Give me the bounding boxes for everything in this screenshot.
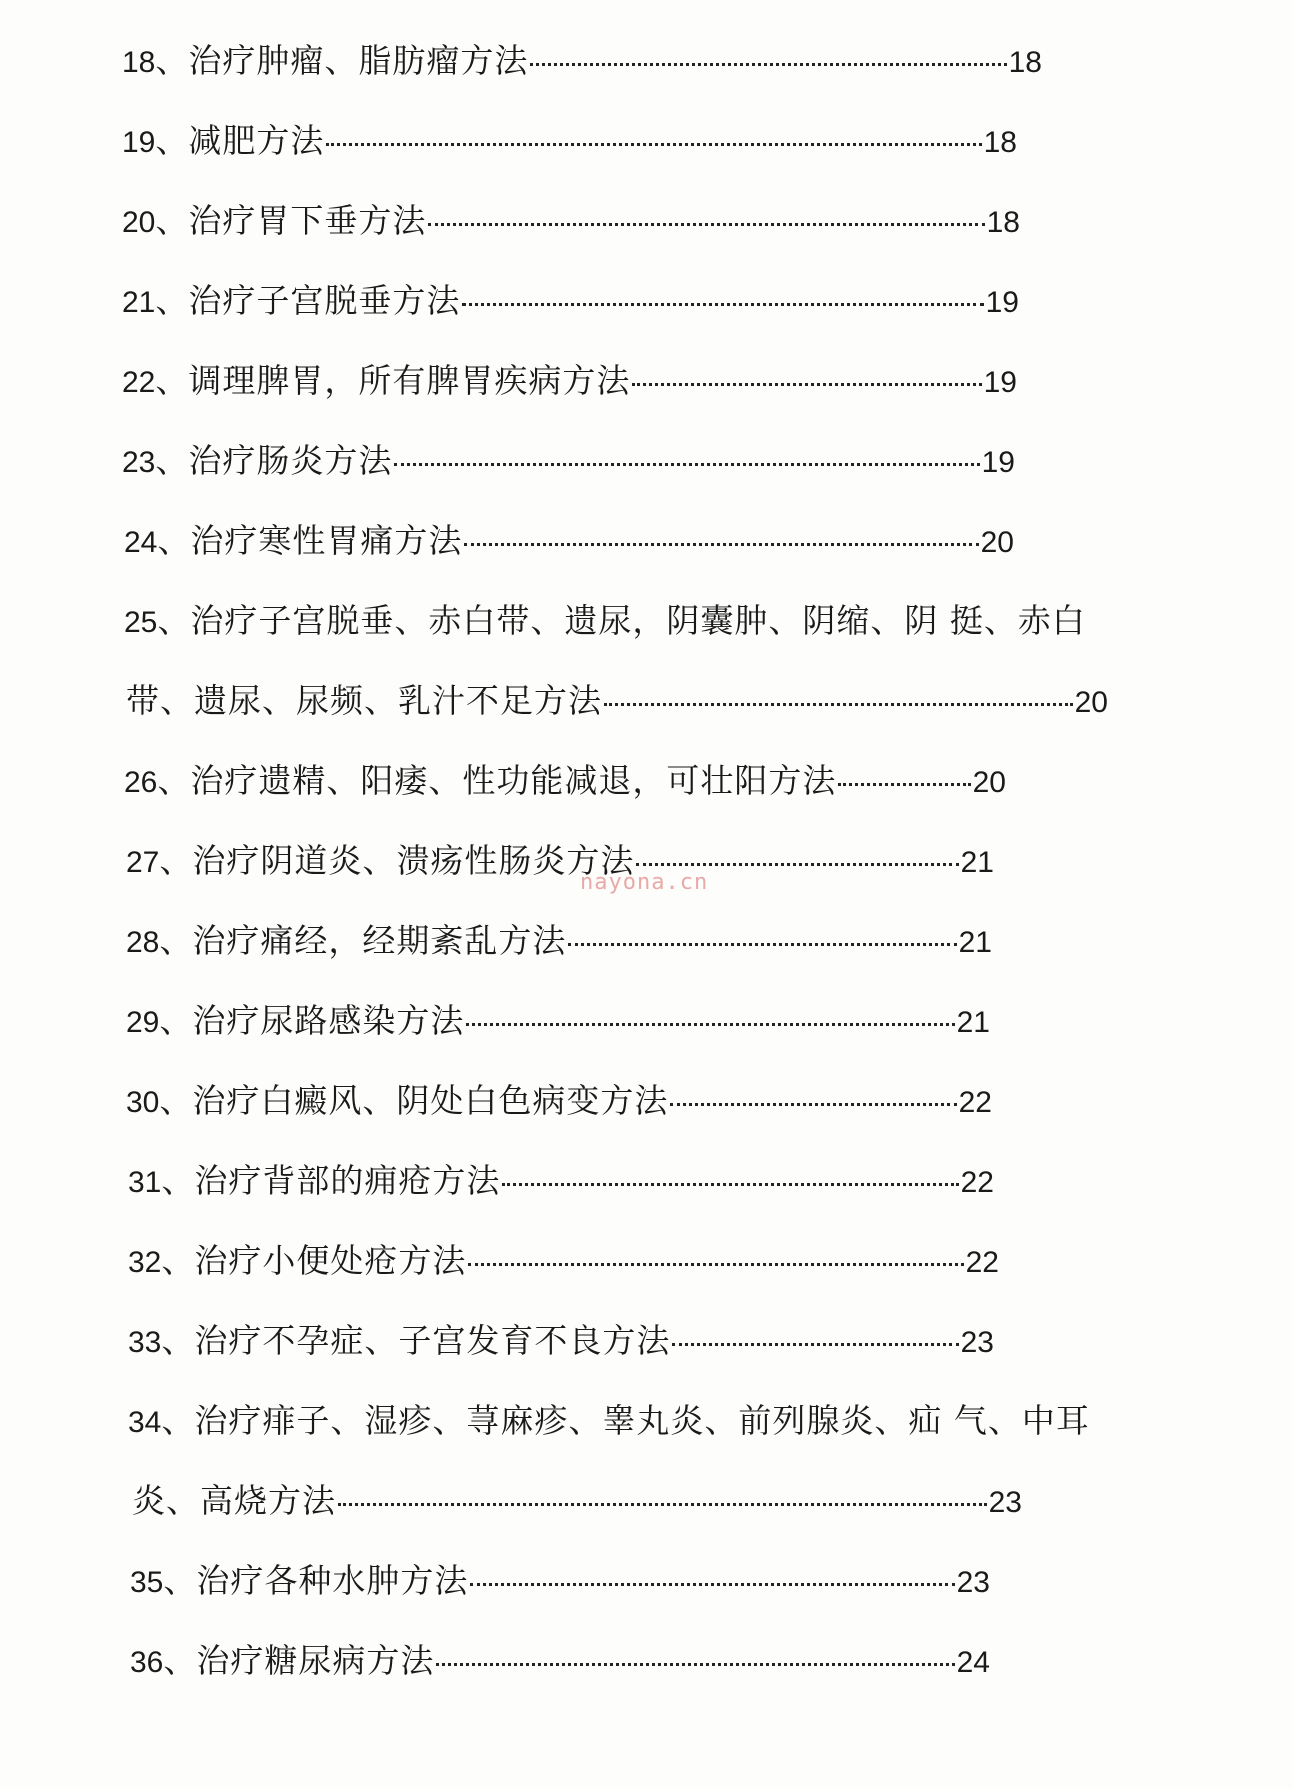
entry-title: 治疗尿路感染方法 — [192, 1001, 465, 1040]
dot-leader — [464, 543, 978, 546]
entry-page: 22 — [958, 1086, 992, 1119]
entry-title: 减肥方法 — [188, 121, 325, 160]
toc-entry: 34 、 治疗痱子、湿疹、荨麻疹、睾丸炎、前列腺炎、疝 气、中耳 — [128, 1396, 1168, 1446]
entry-title: 治疗糖尿病方法 — [196, 1641, 435, 1680]
entry-page: 21 — [960, 846, 994, 879]
entry-number: 24 — [124, 526, 158, 559]
entry-page: 18 — [1008, 46, 1042, 79]
dot-leader — [394, 463, 979, 466]
entry-title: 治疗白癜风、阴处白色病变方法 — [192, 1081, 669, 1120]
entry-title: 治疗胃下垂方法 — [188, 201, 427, 240]
dot-leader — [468, 1263, 963, 1266]
toc-entry: 27 、 治疗阴道炎、溃疡性肠炎方法 21 — [126, 836, 994, 886]
entry-number: 18 — [122, 46, 156, 79]
toc-entry: 26 、 治疗遗精、阳痿、性功能减退，可壮阳方法 20 — [124, 756, 1006, 806]
entry-page: 23 — [960, 1326, 994, 1359]
toc-entry: 19 、 减肥方法 18 — [122, 116, 1017, 166]
entry-number: 35 — [130, 1566, 164, 1599]
dot-leader — [338, 1503, 987, 1506]
toc-entry: 35 、 治疗各种水肿方法 23 — [130, 1556, 990, 1606]
dot-leader — [632, 383, 981, 386]
entry-page: 18 — [983, 126, 1017, 159]
entry-page: 19 — [981, 446, 1015, 479]
entry-page: 21 — [958, 926, 992, 959]
toc-entry: 18 、 治疗肿瘤、脂肪瘤方法 18 — [122, 36, 1042, 86]
entry-title: 治疗遗精、阳痿、性功能减退，可壮阳方法 — [190, 761, 837, 800]
entry-title: 治疗痱子、湿疹、荨麻疹、睾丸炎、前列腺炎、疝 气、中耳 — [194, 1401, 1090, 1440]
dot-leader — [326, 143, 981, 146]
toc-entry: 24 、 治疗寒性胃痛方法 20 — [124, 516, 1014, 566]
toc-entry: 20 、 治疗胃下垂方法 18 — [122, 196, 1020, 246]
dot-leader — [568, 943, 956, 946]
entry-number: 23 — [122, 446, 156, 479]
toc-entry: 36 、 治疗糖尿病方法 24 — [130, 1636, 990, 1686]
entry-number: 32 — [128, 1246, 162, 1279]
entry-number: 25 — [124, 606, 158, 639]
dot-leader — [672, 1343, 958, 1346]
entry-number: 22 — [122, 366, 156, 399]
dot-leader — [436, 1663, 954, 1666]
dot-leader — [502, 1183, 958, 1186]
toc-entry-continuation — [132, 1476, 1022, 1526]
toc-entry-continuation — [126, 676, 1108, 726]
toc-entry: 33 、 治疗不孕症、子宫发育不良方法 23 — [128, 1316, 994, 1366]
entry-page: 23 — [956, 1566, 990, 1599]
entry-title-continued: 炎、高烧方法 — [132, 1481, 336, 1520]
entry-number: 21 — [122, 286, 156, 319]
toc-entry: 23 、 治疗肠炎方法 19 — [122, 436, 1015, 486]
entry-title: 治疗小便处疮方法 — [194, 1241, 467, 1280]
dot-leader — [636, 863, 958, 866]
dot-leader — [604, 703, 1073, 706]
entry-number: 36 — [130, 1646, 164, 1679]
entry-number: 33 — [128, 1326, 162, 1359]
entry-number: 34 — [128, 1406, 162, 1439]
toc-entry: 21 、 治疗子宫脱垂方法 19 — [122, 276, 1019, 326]
entry-title: 治疗子宫脱垂方法 — [188, 281, 461, 320]
toc-entry: 29 、 治疗尿路感染方法 21 — [126, 996, 990, 1046]
entry-page: 21 — [956, 1006, 990, 1039]
dot-leader — [428, 223, 984, 226]
entry-page: 23 — [988, 1486, 1022, 1519]
dot-leader — [838, 783, 970, 786]
entry-page: 18 — [986, 206, 1020, 239]
entry-title: 调理脾胃，所有脾胃疾病方法 — [188, 361, 631, 400]
entry-number: 20 — [122, 206, 156, 239]
toc-entry: 28 、 治疗痛经，经期紊乱方法 21 — [126, 916, 992, 966]
entry-title-continued: 带、遗尿、尿频、乳汁不足方法 — [126, 681, 602, 720]
entry-title: 治疗阴道炎、溃疡性肠炎方法 — [192, 841, 635, 880]
toc-entry: 30 、 治疗白癜风、阴处白色病变方法 22 — [126, 1076, 992, 1126]
dot-leader — [670, 1103, 956, 1106]
entry-page: 20 — [980, 526, 1014, 559]
toc-entry: 32 、 治疗小便处疮方法 22 — [128, 1236, 999, 1286]
entry-title: 治疗寒性胃痛方法 — [190, 521, 463, 560]
toc-entry: 31 、 治疗背部的痈疮方法 22 — [128, 1156, 994, 1206]
dot-leader — [466, 1023, 954, 1026]
dot-leader — [530, 63, 1006, 66]
dot-leader — [462, 303, 983, 306]
toc-entry: 25 、 治疗子宫脱垂、赤白带、遗尿，阴囊肿、阴缩、阴 挺、赤白 — [124, 596, 1164, 646]
entry-title: 治疗痛经，经期紊乱方法 — [192, 921, 567, 960]
entry-number: 19 — [122, 126, 156, 159]
entry-title: 治疗子宫脱垂、赤白带、遗尿，阴囊肿、阴缩、阴 挺、赤白 — [190, 601, 1086, 640]
toc-entry: 22 、 调理脾胃，所有脾胃疾病方法 19 — [122, 356, 1017, 406]
entry-number: 31 — [128, 1166, 162, 1199]
entry-page: 24 — [956, 1646, 990, 1679]
entry-title: 治疗不孕症、子宫发育不良方法 — [194, 1321, 671, 1360]
watermark: nayona.cn — [580, 870, 709, 895]
entry-title: 治疗肠炎方法 — [188, 441, 393, 480]
entry-number: 30 — [126, 1086, 160, 1119]
entry-title: 治疗背部的痈疮方法 — [194, 1161, 501, 1200]
entry-page: 19 — [985, 286, 1019, 319]
dot-leader — [470, 1583, 954, 1586]
entry-number: 27 — [126, 846, 160, 879]
entry-page: 20 — [972, 766, 1006, 799]
entry-page: 22 — [965, 1246, 999, 1279]
entry-page: 20 — [1074, 686, 1108, 719]
entry-title: 治疗各种水肿方法 — [196, 1561, 469, 1600]
entry-number: 26 — [124, 766, 158, 799]
entry-title: 治疗肿瘤、脂肪瘤方法 — [188, 41, 529, 80]
entry-number: 29 — [126, 1006, 160, 1039]
entry-number: 28 — [126, 926, 160, 959]
entry-page: 22 — [960, 1166, 994, 1199]
entry-page: 19 — [983, 366, 1017, 399]
